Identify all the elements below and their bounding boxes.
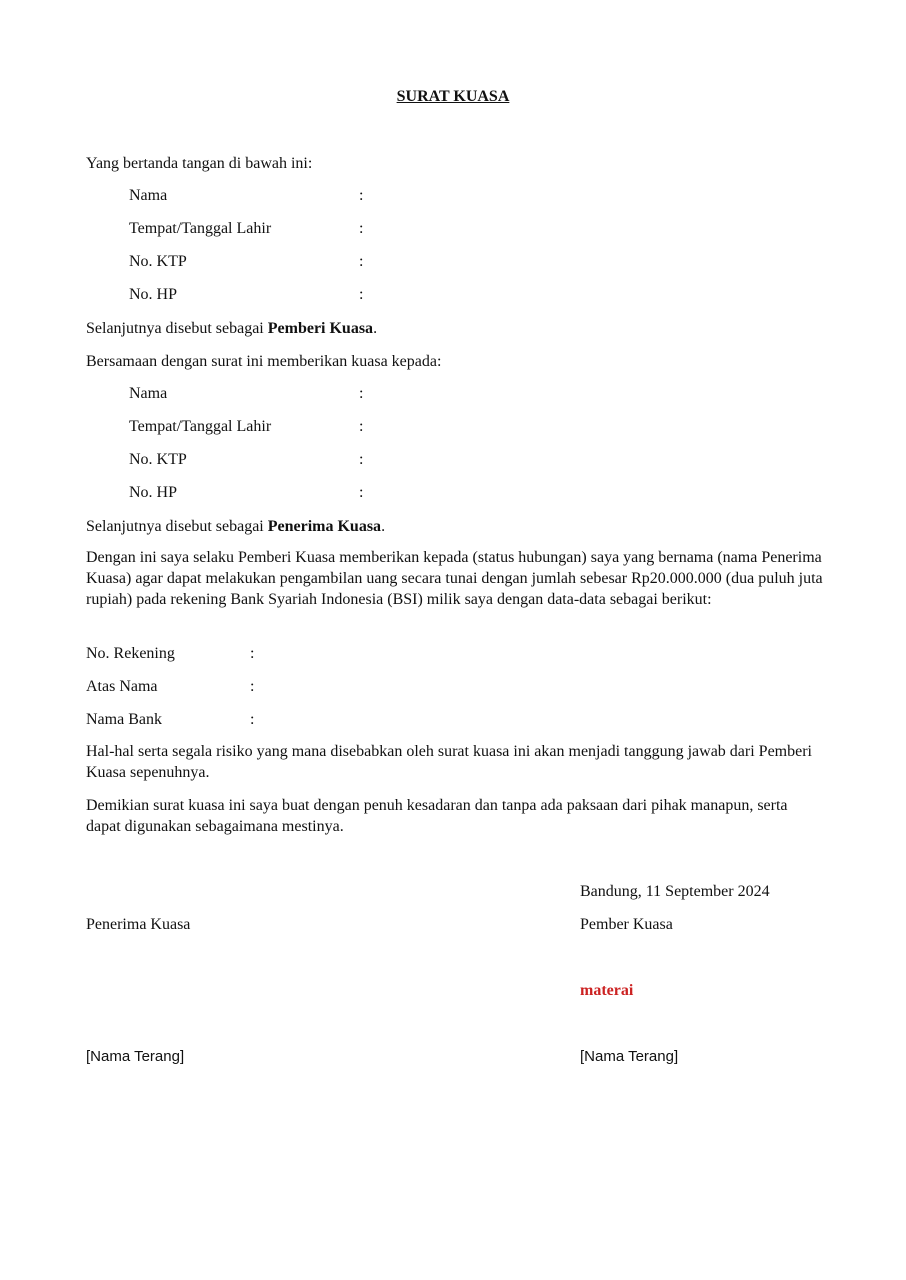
- giver-field-name-label: Nama: [129, 187, 168, 204]
- giver-field-ktp-colon: :: [359, 253, 364, 270]
- risk-paragraph: Hal-hal serta segala risiko yang mana disebabkan oleh surat kuasa ini akan menjadi tanggung jawab dari Pemberi Kuasa sepenuhnya.: [86, 743, 812, 781]
- stamp-label: materai: [580, 982, 634, 999]
- bank-field-holder-label: Atas Nama: [86, 678, 158, 695]
- bank-field-bank-label: Nama Bank: [86, 711, 162, 728]
- receiver-field-name-colon: :: [359, 385, 364, 402]
- receiver-field-hp-label: No. HP: [129, 484, 178, 501]
- grant-text: Bersamaan dengan surat ini memberikan kuasa kepada:: [86, 353, 442, 370]
- right-name-placeholder: [Nama Terang]: [580, 1048, 679, 1065]
- receiver-field-name-label: Nama: [129, 385, 168, 402]
- receiver-reference: Selanjutnya disebut sebagai Penerima Kuasa.: [86, 518, 386, 535]
- page-title: SURAT KUASA: [396, 88, 510, 105]
- giver-field-hp-colon: :: [359, 286, 364, 303]
- giver-field-hp-label: No. HP: [129, 286, 178, 303]
- giver-field-birth-label: Tempat/Tanggal Lahir: [129, 220, 272, 237]
- intro-text: Yang bertanda tangan di bawah ini:: [86, 155, 313, 172]
- left-signer-title: Penerima Kuasa: [86, 916, 191, 933]
- receiver-field-ktp-label: No. KTP: [129, 451, 187, 468]
- giver-field-ktp-label: No. KTP: [129, 253, 187, 270]
- giver-field-birth-colon: :: [359, 220, 364, 237]
- right-signer-title: Pember Kuasa: [580, 916, 673, 933]
- bank-field-bank-colon: :: [250, 711, 255, 728]
- bank-field-account-label: No. Rekening: [86, 645, 175, 662]
- place-date: Bandung, 11 September 2024: [580, 883, 770, 900]
- bank-field-holder-colon: :: [250, 678, 255, 695]
- receiver-field-birth-label: Tempat/Tanggal Lahir: [129, 418, 272, 435]
- receiver-field-ktp-colon: :: [359, 451, 364, 468]
- closing-paragraph: Demikian surat kuasa ini saya buat dengan penuh kesadaran dan tanpa ada paksaan dari pihak manapun, serta dapat digunakan sebagaimana mestinya.: [86, 797, 788, 835]
- body-paragraph: Dengan ini saya selaku Pemberi Kuasa memberikan kepada (status hubungan) saya yang bernama (nama Penerima Kuasa) agar dapat melakukan pengambilan uang secara tunai dengan jumlah sebesar Rp20.000.000 (dua puluh juta rupiah) pada rekening Bank Syariah Indonesia (BSI) milik saya dengan data-data sebagai berikut:: [86, 549, 823, 608]
- giver-field-name-colon: :: [359, 187, 364, 204]
- giver-reference: Selanjutnya disebut sebagai Pemberi Kuasa.: [86, 320, 378, 337]
- left-name-placeholder: [Nama Terang]: [86, 1048, 185, 1065]
- receiver-field-birth-colon: :: [359, 418, 364, 435]
- receiver-field-hp-colon: :: [359, 484, 364, 501]
- bank-field-account-colon: :: [250, 645, 255, 662]
